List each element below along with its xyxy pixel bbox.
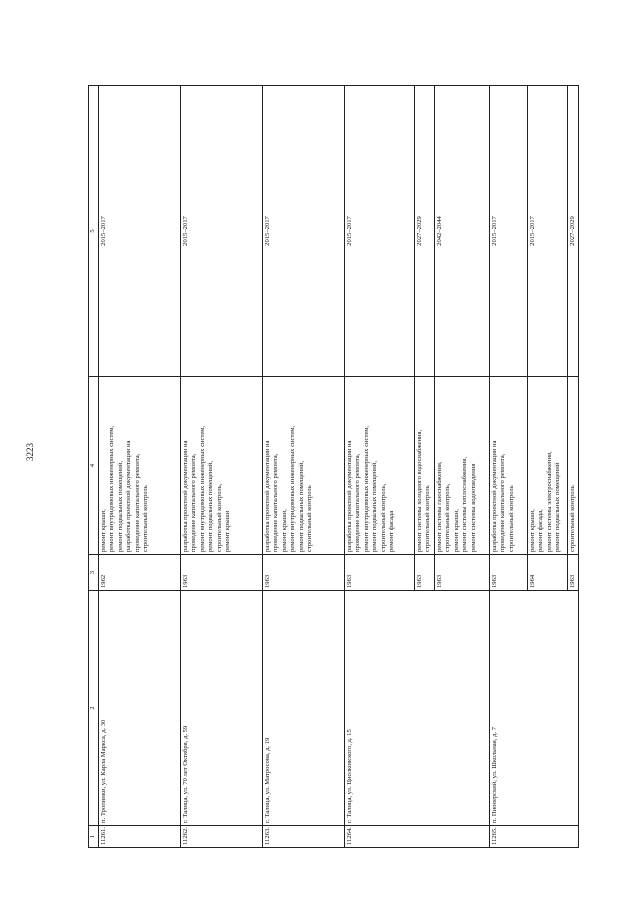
work-item: ремонт подвальных помещений: [554, 462, 562, 552]
work-item: строительный контроль: [424, 485, 432, 552]
period-cell: 2015–2017: [99, 86, 181, 377]
work-item: проведение капитального ремонта,: [272, 453, 280, 552]
work-item: строительный контроль: [306, 485, 314, 552]
work-item: ремонт крыши: [224, 510, 232, 552]
work-item: ремонт фасада,: [537, 509, 545, 552]
address-cell: г. Талица, ул. 70 лет Октября, д. 59: [181, 591, 263, 826]
work-item: строительный контроль: [507, 485, 515, 552]
work-item: проведение капитального ремонта,: [499, 453, 507, 552]
work-item: строительный контроль,: [444, 483, 452, 552]
work-item: ремонт внутридомовых инженерных систем,: [198, 425, 206, 552]
work-item: строительный контроль: [568, 485, 576, 552]
year-cell: 1963: [263, 555, 345, 591]
work-item: ремонт системы газоснабжения,: [435, 461, 443, 552]
table-body: [89, 86, 579, 848]
table-row: [345, 86, 415, 848]
row-number: 11262.: [181, 826, 263, 848]
work-item: ремонт системы холодного водоснабжения,: [416, 429, 423, 552]
works-cell: [99, 377, 181, 555]
period-cell: 2015–2017: [489, 86, 527, 377]
work-item: разработка проектной документации на: [346, 440, 353, 552]
address-cell: п. Пионерский, ул. Школьная, д. 7: [489, 591, 578, 826]
work-item: ремонт крыши,: [100, 509, 107, 552]
work-item: строительный контроль,: [379, 483, 387, 552]
year-cell: 1963: [567, 555, 578, 591]
year-cell: 1963: [434, 555, 489, 591]
table-row: [263, 86, 345, 848]
works-cell: [527, 377, 567, 555]
work-item: разработка проектной документации на: [182, 440, 189, 552]
period-cell: 2015–2017: [181, 86, 263, 377]
work-item: ремонт системы электроснабжения,: [545, 451, 553, 552]
work-item: разработка проектной документации на: [125, 440, 133, 552]
work-item: проведение капитального ремонта,: [190, 453, 198, 552]
table-row: [489, 86, 527, 848]
work-item: проведение капитального ремонта,: [354, 453, 362, 552]
works-cell: [345, 377, 415, 555]
year-cell: 1964: [527, 555, 567, 591]
row-number: 11261.: [99, 826, 181, 848]
row-number: 11265.: [489, 826, 578, 848]
work-item: проведение капитального ремонта,: [133, 453, 141, 552]
year-cell: 1962: [99, 555, 181, 591]
work-item: ремонт крыши,: [280, 509, 288, 552]
address-cell: п. Тропинки, ул. Карла Маркса, д. 30: [99, 591, 181, 826]
rotated-table-wrapper: [88, 85, 593, 848]
work-item: строительный контроль,: [215, 483, 223, 552]
repair-schedule-table: [88, 85, 579, 848]
works-cell: [567, 377, 578, 555]
work-item: строительный контроль: [142, 485, 150, 552]
work-item: ремонт подвальных помещений,: [371, 461, 379, 552]
year-cell: 1963: [345, 555, 415, 591]
works-cell: [263, 377, 345, 555]
period-cell: 2015–2017: [527, 86, 567, 377]
table-row: [181, 86, 263, 848]
work-item: ремонт подвальных помещений,: [116, 461, 124, 552]
header-col-2: 2: [89, 591, 99, 826]
work-item: разработка проектной документации на: [264, 440, 271, 552]
year-cell: 1963: [415, 555, 435, 591]
header-col-1: 1: [89, 826, 99, 848]
works-cell: [181, 377, 263, 555]
row-number: 11264.: [345, 826, 490, 848]
year-cell: 1963: [181, 555, 263, 591]
header-col-4: 4: [89, 377, 99, 555]
header-col-3: 3: [89, 555, 99, 591]
work-item: ремонт внутридомовых инженерных систем,: [362, 425, 370, 552]
address-cell: г. Талица, ул. Матросова, д. 19: [263, 591, 345, 826]
work-item: ремонт системы теплоснабжения,: [461, 457, 469, 552]
period-cell: 2015–2017: [345, 86, 415, 377]
works-cell: [434, 377, 489, 555]
work-item: ремонт подвальных помещений,: [207, 461, 215, 552]
work-item: разработка проектной документации на: [490, 440, 498, 552]
works-cell: [415, 377, 435, 555]
row-number: 11263.: [263, 826, 345, 848]
address-cell: г. Талица, ул. Циолковского, д. 15: [345, 591, 490, 826]
work-item: ремонт крыши,: [452, 509, 460, 552]
period-cell: 2027–2029: [567, 86, 578, 377]
year-cell: 1963: [489, 555, 527, 591]
work-item: ремонт внутридомовых инженерных систем,: [108, 425, 116, 552]
period-cell: 2027–2029: [415, 86, 435, 377]
work-item: ремонт внутридомовых инженерных систем,: [289, 425, 297, 552]
header-col-5: 5: [89, 86, 99, 377]
works-cell: [489, 377, 527, 555]
work-item: ремонт системы водоотведения: [469, 463, 477, 552]
table-row: [99, 86, 181, 848]
work-item: ремонт фасада: [388, 510, 396, 552]
period-cell: 2042–2044: [434, 86, 489, 377]
period-cell: 2015–2017: [263, 86, 345, 377]
page-number: 3223: [25, 443, 35, 461]
work-item: ремонт подвальных помещений,: [297, 461, 305, 552]
header-row: [89, 86, 99, 848]
work-item: ремонт крыши,: [528, 509, 536, 552]
